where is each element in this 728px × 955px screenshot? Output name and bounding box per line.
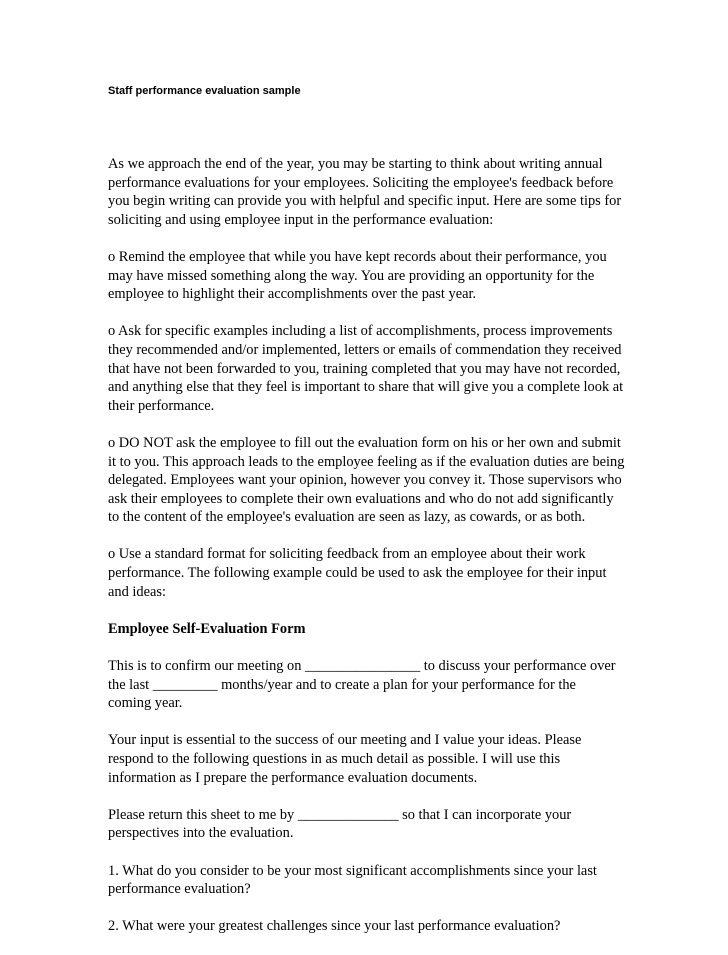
text-line: it to you. This approach leads to the employee feeling as if the evaluation duties are being — [108, 453, 625, 470]
text-line: coming year. — [108, 695, 183, 712]
text-line: soliciting and using employee input in the performance evaluation: — [108, 211, 494, 228]
document-title: Staff performance evaluation sample — [108, 85, 301, 97]
text-line: the last _________ months/year and to create a plan for your performance for the — [108, 676, 576, 693]
text-line: o DO NOT ask the employee to fill out the evaluation form on his or her own and submit — [108, 434, 621, 451]
text-line: and ideas: — [108, 583, 166, 600]
text-line: performance evaluation? — [108, 881, 251, 898]
text-line: As we approach the end of the year, you may be starting to think about writing annual — [108, 156, 603, 172]
text-line: may have missed something along the way. You are providing an opportunity for the — [108, 267, 595, 284]
form-return-paragraph — [108, 806, 628, 843]
text-line: respond to the following questions in as much detail as possible. I will use this — [108, 751, 561, 767]
form-heading — [108, 620, 628, 639]
text-line: perspectives into the evaluation. — [108, 825, 294, 842]
text-line: their performance. — [108, 397, 215, 414]
text-line: to the content of the employee's evaluation are seen as lazy, as cowards, or as both. — [108, 509, 586, 526]
tip-remind-paragraph — [108, 248, 628, 304]
text-line: that have not been forwarded to you, training completed that you may have not recorded, — [108, 360, 621, 377]
tip-do-not-paragraph — [108, 434, 628, 527]
question-2-paragraph — [108, 917, 628, 936]
text-line: you begin writing can provide you with helpful and specific input. Here are some tips for — [108, 193, 622, 210]
text-line: ask their employees to complete their own evaluations and who do not add significantly — [108, 490, 614, 507]
text-line: Please return this sheet to me by ______________ so that I can incorporate your — [108, 806, 572, 823]
text-line: Your input is essential to the success of our meeting and I value your ideas. Please — [108, 732, 582, 749]
text-line: 2. What were your greatest challenges since your last performance evaluation? — [108, 918, 561, 935]
tip-examples-paragraph — [108, 322, 628, 415]
text-line: Employee Self-Evaluation Form — [108, 620, 306, 637]
text-line: performance evaluations for your employees. Soliciting the employee's feedback before — [108, 174, 614, 191]
text-line: they recommended and/or implemented, letters or emails of commendation they received — [108, 341, 622, 358]
question-1-paragraph — [108, 862, 628, 899]
text-line: o Remind the employee that while you have kept records about their performance, you — [108, 248, 607, 265]
text-line: o Use a standard format for soliciting feedback from an employee about their work — [108, 546, 586, 563]
intro-paragraph — [108, 155, 628, 229]
text-line: information as I prepare the performance evaluation documents. — [108, 769, 478, 786]
text-line: 1. What do you consider to be your most significant accomplishments since your last — [108, 862, 597, 879]
tip-standard-format-paragraph — [108, 545, 628, 601]
text-line: performance. The following example could be used to ask the employee for their input — [108, 565, 607, 582]
text-line: employee to highlight their accomplishments over the past year. — [108, 286, 477, 303]
text-line: delegated. Employees want your opinion, however you convey it. Those supervisors who — [108, 472, 622, 489]
text-line: and anything else that they feel is important to share that will give you a complete look at — [108, 379, 624, 396]
form-input-paragraph — [108, 731, 628, 787]
document-body — [108, 155, 628, 955]
text-line: This is to confirm our meeting on ________________ to discuss your performance over — [108, 658, 616, 675]
form-confirm-paragraph — [108, 657, 628, 713]
text-line: o Ask for specific examples including a list of accomplishments, process improvements — [108, 323, 613, 340]
